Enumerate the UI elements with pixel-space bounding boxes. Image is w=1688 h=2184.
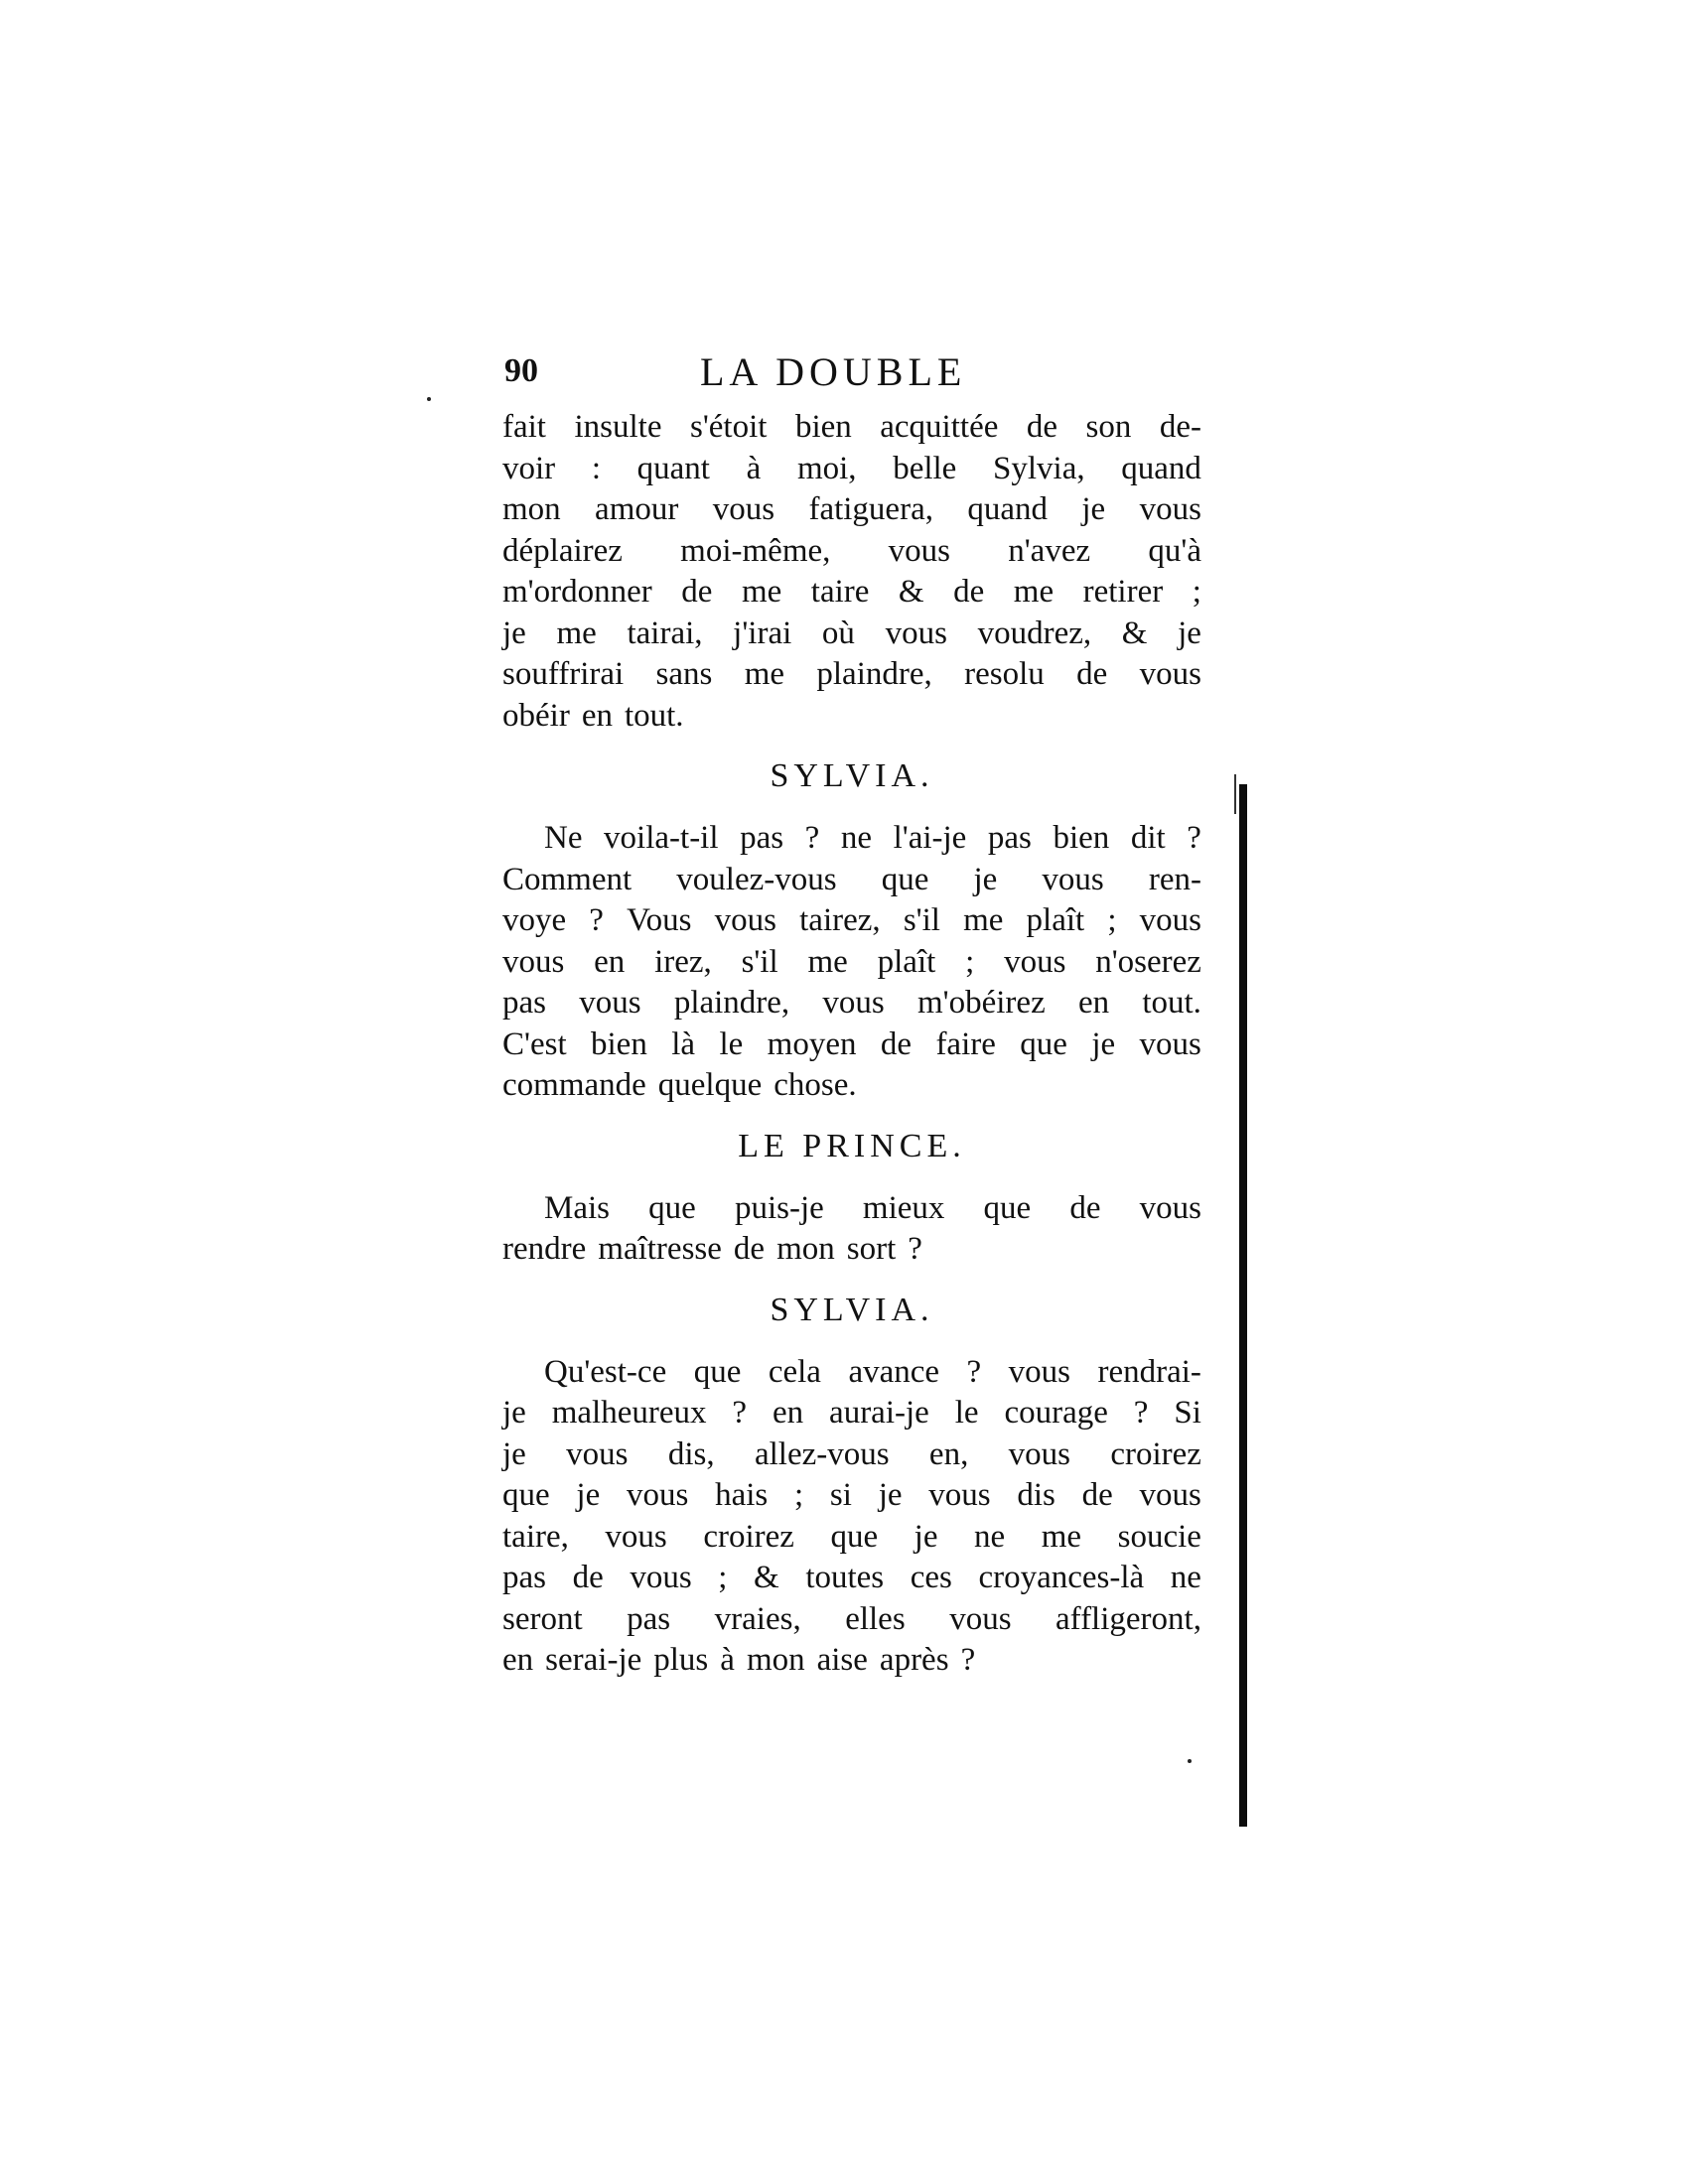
speaker-name: LE PRINCE. xyxy=(738,1127,966,1164)
ink-speck xyxy=(427,397,431,401)
page-header xyxy=(496,349,1053,412)
text-line: m'ordonner de me taire & de me retirer ; xyxy=(502,574,1201,610)
text-line: fait insulte s'étoit bien acquittée de son de- xyxy=(502,409,1201,445)
text-line: que je vous hais ; si je vous dis de vous xyxy=(502,1477,1201,1513)
speech-paragraph xyxy=(502,1188,1201,1271)
text-line: obéir en tout. xyxy=(502,697,684,734)
text-line: seront pas vraies, elles vous affligeront, xyxy=(502,1600,1201,1637)
text-line: je malheureux ? en aurai-je le courage ? Si xyxy=(502,1395,1201,1431)
text-line: souffrirai sans me plaindre, resolu de vous xyxy=(502,656,1201,692)
text-line: voye ? Vous vous tairez, s'il me plaît ; vous xyxy=(502,902,1201,938)
ink-speck xyxy=(1188,1759,1192,1763)
text-line: Ne voila-t-il pas ? ne l'ai-je pas bien dit ? xyxy=(544,820,1201,856)
text-line: mon amour vous fatiguera, quand je vous xyxy=(502,491,1201,527)
text-line: pas de vous ; & toutes ces croyances-là ne xyxy=(502,1560,1201,1595)
text-column xyxy=(502,407,1201,1682)
speech-paragraph xyxy=(502,818,1201,1107)
text-line: vous en irez, s'il me plaît ; vous n'oserez xyxy=(502,943,1201,980)
page-number: 90 xyxy=(504,352,538,389)
text-line: C'est bien là le moyen de faire que je vous xyxy=(502,1025,1201,1062)
text-line: pas vous plaindre, vous m'obéirez en tout. xyxy=(502,985,1201,1021)
running-head: LA DOUBLE xyxy=(700,349,967,394)
speaker-name: SYLVIA. xyxy=(770,1291,934,1328)
gutter-shadow xyxy=(1234,774,1236,814)
text-line: Qu'est-ce que cela avance ? vous rendrai- xyxy=(544,1353,1201,1390)
text-line: déplairez moi-même, vous n'avez qu'à xyxy=(502,532,1201,569)
text-line: je vous dis, allez-vous en, vous croirez xyxy=(502,1435,1201,1472)
text-line: je me tairai, j'irai où vous voudrez, & je xyxy=(502,614,1201,651)
speech-paragraph xyxy=(502,1352,1201,1682)
text-line: Mais que puis-je mieux que de vous xyxy=(544,1189,1201,1226)
speaker-name: SYLVIA. xyxy=(770,757,934,794)
text-line: en serai-je plus à mon aise après ? xyxy=(502,1642,976,1678)
text-line: Comment voulez-vous que je vous ren- xyxy=(502,861,1201,897)
text-line: taire, vous croirez que je ne me soucie xyxy=(502,1518,1201,1555)
text-line: voir : quant à moi, belle Sylvia, quand xyxy=(502,450,1201,486)
text-line: commande quelque chose. xyxy=(502,1067,857,1103)
speech-paragraph xyxy=(502,407,1201,737)
gutter-edge xyxy=(1239,784,1247,1827)
text-line: rendre maîtresse de mon sort ? xyxy=(502,1231,922,1267)
